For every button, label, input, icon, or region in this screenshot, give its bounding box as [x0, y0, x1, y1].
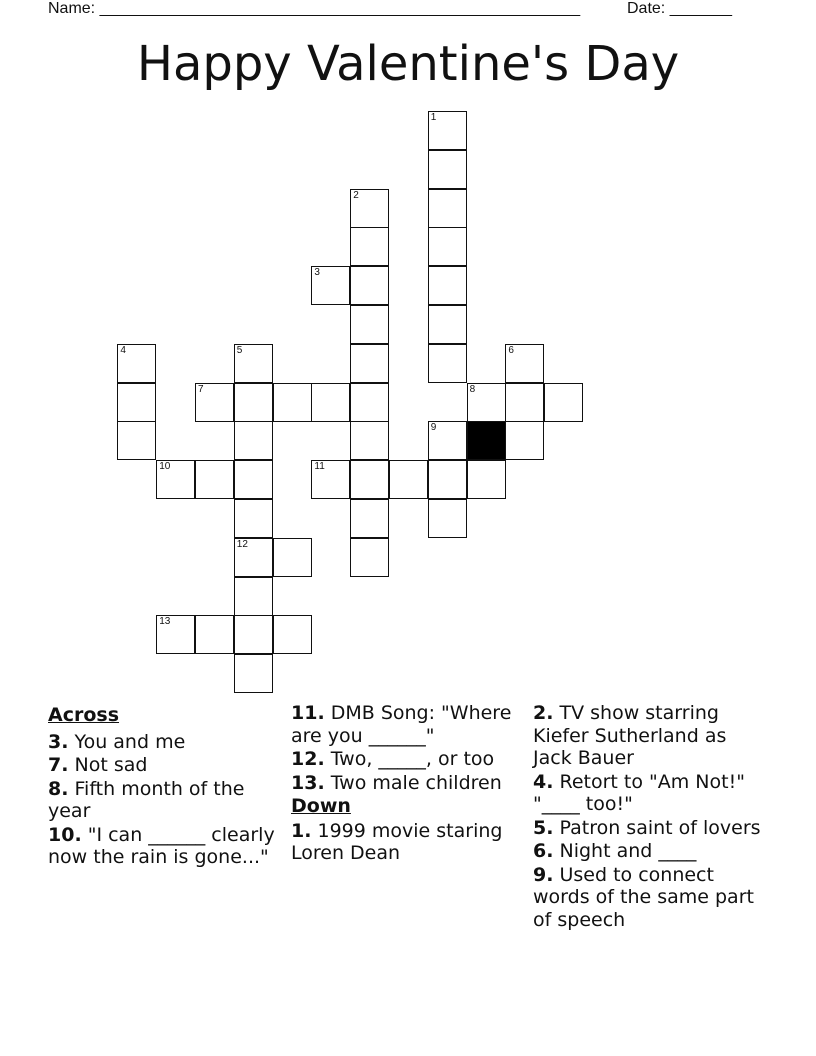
clue-number: 10: [159, 461, 171, 473]
grid-cell-11[interactable]: [311, 460, 350, 499]
grid-cell[interactable]: [350, 499, 389, 538]
grid-cell[interactable]: [350, 266, 389, 305]
grid-cell[interactable]: [311, 383, 350, 422]
grid-cell-4[interactable]: [117, 344, 156, 383]
clue-down-9: 9. Used to connect words of the same part of speech: [533, 863, 754, 931]
grid-cell[interactable]: [350, 383, 389, 422]
grid-cell[interactable]: [350, 305, 389, 344]
clue-across-7: 7. Not sad: [48, 754, 148, 776]
grid-cell-10[interactable]: [156, 460, 195, 499]
clue-number: 1: [430, 112, 437, 123]
clue-across-8: 8. Fifth month of the year: [48, 777, 245, 822]
clue-number: 3: [314, 267, 320, 279]
date-field-label: Date: _______: [627, 0, 732, 17]
grid-cell[interactable]: [428, 305, 467, 344]
clue-number: 9: [430, 422, 437, 434]
grid-block-cell: [467, 421, 506, 460]
clue-number: 7: [198, 383, 204, 395]
clue-down-5: 5. Patron saint of lovers: [533, 816, 761, 839]
grid-cell-3[interactable]: [311, 266, 350, 305]
clue-number: 13: [159, 616, 171, 628]
grid-cell[interactable]: [428, 344, 467, 383]
grid-cell[interactable]: [428, 227, 467, 266]
name-field-label: Name: ______________________________________________________: [48, 0, 581, 17]
grid-cell[interactable]: [350, 460, 389, 499]
grid-cell[interactable]: [428, 189, 467, 228]
grid-cell[interactable]: [428, 499, 467, 538]
clue-number: 6: [508, 344, 514, 356]
grid-cell[interactable]: [195, 615, 234, 654]
grid-cell[interactable]: [428, 150, 467, 189]
clue-number: 5: [236, 344, 243, 356]
grid-cell[interactable]: [350, 421, 389, 460]
clue-number: 12: [236, 538, 248, 550]
grid-cell[interactable]: [234, 577, 273, 616]
grid-cell[interactable]: [195, 460, 234, 499]
clue-across-11: 11. DMB Song: "Where are you ______": [291, 702, 512, 747]
grid-cell[interactable]: [273, 383, 312, 422]
grid-cell[interactable]: [273, 615, 312, 654]
grid-cell-12[interactable]: [234, 538, 273, 577]
grid-cell-13[interactable]: [156, 615, 195, 654]
grid-cell[interactable]: [350, 538, 389, 577]
grid-cell[interactable]: [234, 383, 273, 422]
grid-cell[interactable]: [234, 615, 273, 654]
page-title: Happy Valentine's Day: [136, 36, 680, 92]
clue-column-2: [291, 702, 527, 866]
clue-number: 11: [314, 461, 325, 473]
grid-cell[interactable]: [505, 383, 544, 422]
clue-across-12: 12. Two, _____, or too: [291, 748, 495, 770]
grid-cell[interactable]: [428, 266, 467, 305]
grid-cell[interactable]: [117, 383, 156, 422]
clue-down-6: 6. Night and ____: [533, 840, 697, 862]
clue-down-4: 4. Retort to "Am Not!" "____ too!": [533, 770, 745, 815]
clue-down-1: 1. 1999 movie staring Loren Dean: [291, 819, 503, 864]
grid-cell[interactable]: [467, 460, 506, 499]
across-heading: Across: [48, 704, 120, 726]
grid-cell[interactable]: [350, 227, 389, 266]
grid-cell-7[interactable]: [195, 383, 234, 422]
grid-cell-5[interactable]: [234, 344, 273, 383]
clue-number: 4: [120, 344, 126, 356]
grid-cell[interactable]: [350, 344, 389, 383]
grid-cell-6[interactable]: [505, 344, 544, 383]
grid-cell[interactable]: [273, 538, 312, 577]
clue-across-3: 3. You and me: [48, 730, 186, 753]
grid-cell-8[interactable]: [467, 383, 506, 422]
grid-cell[interactable]: [234, 654, 273, 693]
clue-number: 8: [469, 383, 476, 395]
grid-cell[interactable]: [544, 383, 583, 422]
grid-cell-2[interactable]: [350, 189, 389, 228]
down-heading: Down: [291, 795, 351, 817]
grid-cell[interactable]: [234, 460, 273, 499]
grid-cell-1[interactable]: [428, 111, 467, 150]
grid-cell[interactable]: [505, 421, 544, 460]
clue-across-13: 13. Two male children: [291, 771, 502, 794]
grid-cell-9[interactable]: [428, 421, 467, 460]
grid-cell[interactable]: [389, 460, 428, 499]
clue-column-1: [48, 702, 284, 870]
clue-down-2: 2. TV show starring Kiefer Sutherland as Jack Bauer: [533, 702, 727, 769]
clue-column-3: [533, 702, 769, 932]
grid-cell[interactable]: [234, 421, 273, 460]
grid-cell[interactable]: [428, 460, 467, 499]
grid-cell[interactable]: [234, 499, 273, 538]
clue-number: 2: [353, 189, 359, 201]
grid-cell[interactable]: [117, 421, 156, 460]
clue-across-10: 10. "I can ______ clearly now the rain is gone...": [48, 823, 275, 868]
